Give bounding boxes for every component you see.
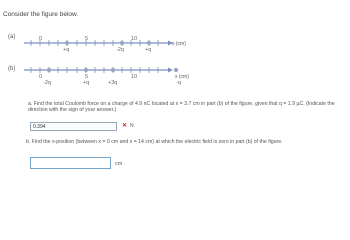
figure-a-charge-3: +q: [145, 47, 152, 53]
figure-a-label: (a): [8, 34, 16, 40]
answer-a-unit: N: [130, 123, 134, 129]
figure-b-charge-2: +q: [83, 80, 90, 86]
figure-b-tick-5: 5: [85, 74, 89, 80]
figure-b-charge-dot-3: [111, 68, 115, 72]
figure-a-tick-5: 5: [85, 36, 89, 42]
figure-a-axis-unit: x (cm): [172, 41, 186, 47]
figure-b-tick-0: 0: [39, 74, 43, 80]
intro-text: Consider the figure below.: [3, 11, 79, 18]
figure-b-charge-dot-4: [174, 68, 178, 72]
wrong-icon: ✕: [122, 123, 128, 129]
question-a: a. Find the total Coulomb force on a charge of 4.9 nC located at x = 3.7 cm in part (b) of the figure, given that q = 1.9 µC. (Indicate the direction with the sign of your answer.): [28, 101, 335, 114]
figure-b-charge-dot-2: [84, 68, 88, 72]
figure-b-charge-1: -2q: [43, 80, 51, 86]
figure-b-charge-3: +3q: [108, 80, 118, 86]
answer-b-input[interactable]: [30, 157, 111, 169]
figure-b-charge-4: -q: [176, 80, 181, 86]
figure-a-charge-2: -2q: [116, 47, 124, 53]
figure-b-charge-dot-1: [47, 68, 51, 72]
figure-a-charge-1: +q: [63, 47, 70, 53]
answer-a-input[interactable]: 0.394: [30, 122, 117, 131]
figure-a-tick-0: 0: [39, 36, 43, 42]
figure-a-tick-10: 10: [131, 36, 138, 42]
figure-b-label: (b): [8, 66, 16, 72]
figure-b-tick-10: 10: [131, 74, 138, 80]
answer-b-unit: cm: [115, 161, 123, 167]
figure-b-axis-unit: x (cm): [175, 74, 189, 80]
question-b: b. Find the x-position (between x = 0 cm and x = 14 cm) at which the electric field is zero in part (b) of the figure.: [26, 139, 283, 145]
